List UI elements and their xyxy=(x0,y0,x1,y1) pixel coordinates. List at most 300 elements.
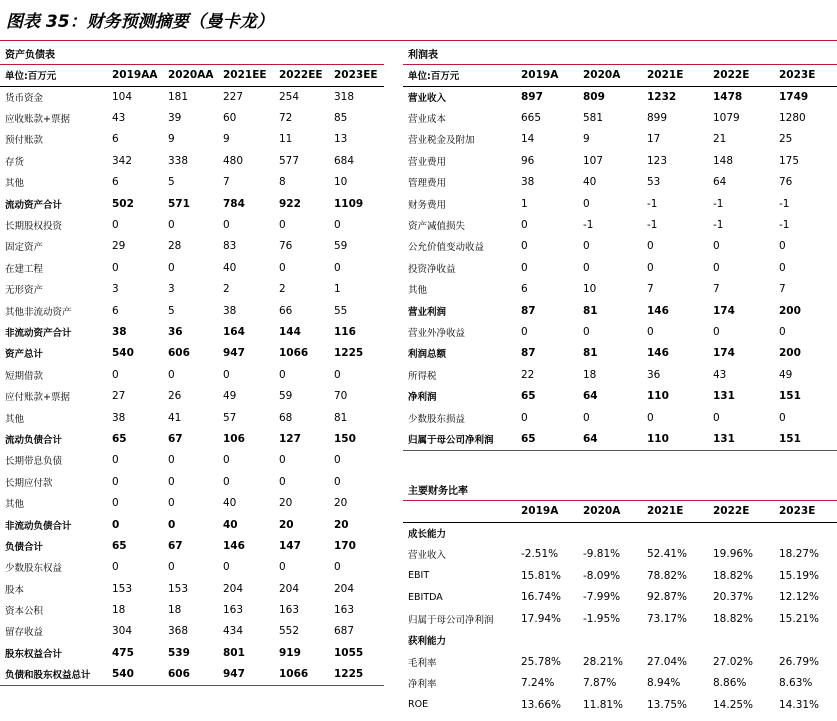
row-value: 2 xyxy=(223,283,230,296)
row-value: 1109 xyxy=(334,197,364,210)
row-value: 6 xyxy=(521,283,528,296)
row-value: 72 xyxy=(279,112,293,125)
table-row xyxy=(0,150,384,171)
row-value: 67 xyxy=(168,432,183,445)
row-value xyxy=(779,522,837,544)
row-label: 其他 xyxy=(5,413,25,425)
row-value: 81 xyxy=(334,411,348,424)
row-value xyxy=(583,522,647,544)
table-row xyxy=(0,343,384,364)
row-value: 27.02% xyxy=(713,655,754,668)
row-value: 13 xyxy=(334,133,348,146)
row-value: 684 xyxy=(334,154,355,167)
row-value: 40 xyxy=(223,497,237,510)
balance-sheet-title: 资产负债表 xyxy=(5,50,55,61)
row-value: 163 xyxy=(223,604,244,617)
row-value: 104 xyxy=(112,90,133,103)
row-value: 60 xyxy=(223,112,237,125)
income-statement-table xyxy=(403,65,837,450)
row-value: 0 xyxy=(279,368,286,381)
column-header-year: 2021EE xyxy=(223,65,279,86)
row-value: 15.81% xyxy=(521,569,562,582)
row-value xyxy=(583,630,647,652)
row-value: 606 xyxy=(168,347,190,360)
column-header-year: 2019A xyxy=(521,501,583,522)
row-value: 338 xyxy=(168,154,189,167)
row-value: 106 xyxy=(223,432,245,445)
row-value: 25.78% xyxy=(521,655,562,668)
row-label: 应付账款+票据 xyxy=(5,392,70,404)
row-value: 0 xyxy=(713,325,720,338)
financial-ratios-panel xyxy=(403,484,837,716)
row-value: 151 xyxy=(779,390,801,403)
row-label: 流动资产合计 xyxy=(5,199,63,211)
row-value: 200 xyxy=(779,347,801,360)
row-value: 28 xyxy=(168,240,182,253)
row-value: 227 xyxy=(223,90,244,103)
row-value: 174 xyxy=(713,347,735,360)
column-header-year: 2020A xyxy=(583,65,647,86)
row-value: 65 xyxy=(521,432,536,445)
row-value: 0 xyxy=(334,368,341,381)
row-value: 65 xyxy=(521,390,536,403)
row-value: 0 xyxy=(779,411,786,424)
row-label: 少数股东权益 xyxy=(5,563,63,575)
row-value: 27 xyxy=(112,390,126,403)
row-value: 5 xyxy=(168,176,175,189)
row-value: 6 xyxy=(112,176,119,189)
row-value: 59 xyxy=(279,390,293,403)
row-value: 18 xyxy=(168,604,182,617)
row-value: 368 xyxy=(168,625,189,638)
column-header-year: 2022E xyxy=(713,65,779,86)
row-value: 40 xyxy=(583,176,597,189)
row-label: 存货 xyxy=(5,156,25,168)
row-value: 475 xyxy=(112,646,134,659)
row-value: 164 xyxy=(223,325,245,338)
table-row xyxy=(403,587,837,609)
row-value: 1478 xyxy=(713,90,743,103)
table-row xyxy=(403,107,837,128)
row-value xyxy=(779,630,837,652)
row-value: 947 xyxy=(223,668,245,681)
row-value: 131 xyxy=(713,432,735,445)
table-row xyxy=(0,172,384,193)
table-row xyxy=(0,664,384,685)
row-value: 19.96% xyxy=(713,548,754,561)
row-value: 0 xyxy=(647,411,654,424)
row-value xyxy=(521,630,583,652)
row-value: 342 xyxy=(112,154,133,167)
row-value: 12.12% xyxy=(779,591,820,604)
row-value: 163 xyxy=(334,604,355,617)
row-label: 负债合计 xyxy=(5,541,44,553)
table-row xyxy=(0,129,384,150)
row-value: 10 xyxy=(334,176,348,189)
row-value: 922 xyxy=(279,197,301,210)
row-value: 76 xyxy=(779,176,793,189)
row-value: -1 xyxy=(647,219,658,232)
row-value: 0 xyxy=(223,454,230,467)
row-value: 127 xyxy=(279,432,301,445)
table-row xyxy=(0,364,384,385)
row-value: 1225 xyxy=(334,347,364,360)
table-row xyxy=(0,514,384,535)
table-row xyxy=(0,279,384,300)
row-label: 营业税金及附加 xyxy=(408,135,475,147)
row-value: 7 xyxy=(647,283,654,296)
row-label: 其他 xyxy=(408,285,428,297)
row-value: 1749 xyxy=(779,90,809,103)
row-value: 0 xyxy=(521,261,528,274)
row-value xyxy=(713,522,779,544)
row-label: ROE xyxy=(408,699,429,711)
row-value: -1 xyxy=(583,219,594,232)
row-label: 资产总计 xyxy=(5,349,44,361)
row-value: 0 xyxy=(112,368,119,381)
row-value: 318 xyxy=(334,90,355,103)
row-value: 0 xyxy=(168,497,175,510)
row-value: 0 xyxy=(168,261,175,274)
row-value: 52.41% xyxy=(647,548,688,561)
row-value: 85 xyxy=(334,112,348,125)
row-value: 0 xyxy=(334,475,341,488)
column-header-year: 2019AA xyxy=(112,65,168,86)
table-row xyxy=(0,450,384,471)
row-label: 负债和股东权益总计 xyxy=(5,670,91,682)
row-label: 留存收益 xyxy=(5,627,44,639)
table-row xyxy=(0,492,384,513)
row-value: 26.79% xyxy=(779,655,820,668)
row-value: 581 xyxy=(583,112,604,125)
table-row xyxy=(0,107,384,128)
row-label: 利润总额 xyxy=(408,349,447,361)
table-row xyxy=(403,236,837,257)
income-statement-header-row xyxy=(403,65,837,86)
row-value: 170 xyxy=(334,539,356,552)
table-row xyxy=(0,86,384,107)
column-header-year: 2021E xyxy=(647,65,713,86)
row-value: 38 xyxy=(521,176,535,189)
row-value: 146 xyxy=(647,347,669,360)
row-value: 9 xyxy=(583,133,590,146)
row-value: 434 xyxy=(223,625,244,638)
row-value: 7.87% xyxy=(583,677,617,690)
row-value: 0 xyxy=(279,261,286,274)
table-row xyxy=(0,599,384,620)
row-value: 0 xyxy=(168,518,176,531)
table-row xyxy=(0,621,384,642)
row-value: 0 xyxy=(334,454,341,467)
row-value: 1280 xyxy=(779,112,806,125)
table-row xyxy=(403,694,837,716)
row-value: 53 xyxy=(647,176,661,189)
row-value: 18 xyxy=(583,368,597,381)
row-value: 0 xyxy=(279,561,286,574)
row-value: 14.31% xyxy=(779,698,820,711)
row-value: 0 xyxy=(583,240,590,253)
column-header-year: 2023EE xyxy=(334,65,384,86)
row-label: 股东权益合计 xyxy=(5,648,63,660)
table-row xyxy=(0,471,384,492)
row-label: 营业利润 xyxy=(408,306,447,318)
table-row xyxy=(0,300,384,321)
row-value: 577 xyxy=(279,154,300,167)
row-label: 管理费用 xyxy=(408,178,447,190)
row-value: 0 xyxy=(112,219,119,232)
row-value: 70 xyxy=(334,390,348,403)
row-value: 59 xyxy=(334,240,348,253)
column-header-year: 2019A xyxy=(521,65,583,86)
row-label: 归属于母公司净利润 xyxy=(408,614,494,626)
table-row xyxy=(403,150,837,171)
row-value: 0 xyxy=(647,261,654,274)
row-value: 919 xyxy=(279,646,301,659)
row-value: 9 xyxy=(223,133,230,146)
row-value: 28.21% xyxy=(583,655,624,668)
row-value: 204 xyxy=(334,582,355,595)
row-value: 13.75% xyxy=(647,698,688,711)
row-value: 1 xyxy=(521,197,528,210)
row-value: 0 xyxy=(779,325,786,338)
row-value: 148 xyxy=(713,154,734,167)
row-value: 153 xyxy=(168,582,189,595)
row-label: 非流动资产合计 xyxy=(5,327,72,339)
row-value: -1 xyxy=(779,219,790,232)
row-value: 8.86% xyxy=(713,677,747,690)
row-value: 0 xyxy=(334,219,341,232)
table-row xyxy=(403,407,837,428)
row-value: 0 xyxy=(521,325,528,338)
row-value: 15.19% xyxy=(779,569,820,582)
balance-sheet-bottom-rule xyxy=(0,685,384,686)
row-value: 0 xyxy=(583,325,590,338)
row-value xyxy=(713,630,779,652)
row-value: 163 xyxy=(279,604,300,617)
row-label: 流动负债合计 xyxy=(5,434,63,446)
row-value: 20 xyxy=(334,497,348,510)
row-label: 短期借款 xyxy=(5,370,44,382)
table-row xyxy=(403,651,837,673)
income-statement-bottom-rule xyxy=(403,450,837,451)
row-value: 151 xyxy=(779,432,801,445)
row-value: 0 xyxy=(112,561,119,574)
row-value: 41 xyxy=(168,411,182,424)
row-value: 39 xyxy=(168,112,182,125)
column-header-year: 2021E xyxy=(647,501,713,522)
row-value: 0 xyxy=(713,261,720,274)
row-value: -2.51% xyxy=(521,548,559,561)
row-value: 87 xyxy=(521,304,536,317)
row-value: 14.25% xyxy=(713,698,754,711)
row-value: 65 xyxy=(112,539,127,552)
table-row xyxy=(0,557,384,578)
column-header-blank xyxy=(403,501,521,522)
row-label: 毛利率 xyxy=(408,657,437,669)
row-value: 0 xyxy=(279,219,286,232)
row-value: 1055 xyxy=(334,646,364,659)
row-value: 0 xyxy=(583,261,590,274)
row-value: 6 xyxy=(112,133,119,146)
row-value: 0 xyxy=(713,411,720,424)
row-value: 67 xyxy=(168,539,183,552)
row-value: 0 xyxy=(279,454,286,467)
row-label: 非流动负债合计 xyxy=(5,520,72,532)
row-value: 13.66% xyxy=(521,698,562,711)
row-value: -1 xyxy=(713,197,724,210)
title-divider xyxy=(0,40,837,41)
column-header-year: 2023E xyxy=(779,501,837,522)
row-value: -7.99% xyxy=(583,591,621,604)
column-header-year: 2020A xyxy=(583,501,647,522)
row-value: 20 xyxy=(334,518,349,531)
row-value: 29 xyxy=(112,240,126,253)
row-value: 204 xyxy=(279,582,300,595)
table-row xyxy=(403,172,837,193)
table-row xyxy=(403,129,837,150)
row-value: 43 xyxy=(713,368,727,381)
row-value: 0 xyxy=(279,475,286,488)
table-row xyxy=(0,578,384,599)
row-value: 110 xyxy=(647,432,669,445)
table-row xyxy=(403,300,837,321)
row-value: 38 xyxy=(112,411,126,424)
row-label: 营业外净收益 xyxy=(408,327,466,339)
table-row xyxy=(403,257,837,278)
table-row xyxy=(403,565,837,587)
row-value: 0 xyxy=(168,219,175,232)
row-value: 17.94% xyxy=(521,612,562,625)
table-row xyxy=(0,236,384,257)
row-value: -9.81% xyxy=(583,548,621,561)
row-label: 其他 xyxy=(5,178,25,190)
row-value: 304 xyxy=(112,625,133,638)
row-value: 76 xyxy=(279,240,293,253)
table-row xyxy=(403,364,837,385)
column-header-unit: 单位:百万元 xyxy=(0,65,112,86)
table-row xyxy=(403,321,837,342)
row-value: 539 xyxy=(168,646,190,659)
row-value: 897 xyxy=(521,90,543,103)
row-value: 665 xyxy=(521,112,542,125)
row-value: 0 xyxy=(168,561,175,574)
row-value: 49 xyxy=(779,368,793,381)
row-value: 107 xyxy=(583,154,604,167)
row-label: 财务费用 xyxy=(408,199,447,211)
table-row xyxy=(0,385,384,406)
row-value: 0 xyxy=(223,219,230,232)
row-value: 0 xyxy=(779,240,786,253)
row-value: 147 xyxy=(279,539,301,552)
row-value: 83 xyxy=(223,240,237,253)
column-header-unit: 单位:百万元 xyxy=(403,65,521,86)
row-value: 64 xyxy=(713,176,727,189)
financial-ratios-header-row xyxy=(403,501,837,522)
row-value: 8.94% xyxy=(647,677,681,690)
row-value: 181 xyxy=(168,90,189,103)
row-value: 65 xyxy=(112,432,127,445)
row-value: 25 xyxy=(779,133,793,146)
table-row xyxy=(0,535,384,556)
row-value: 146 xyxy=(223,539,245,552)
row-value: 552 xyxy=(279,625,300,638)
balance-sheet-table xyxy=(0,65,384,685)
row-value: 73.17% xyxy=(647,612,688,625)
row-value xyxy=(647,630,713,652)
column-header-year: 2020AA xyxy=(168,65,223,86)
row-value: 5 xyxy=(168,304,175,317)
row-value: 18 xyxy=(112,604,126,617)
row-value: 1079 xyxy=(713,112,740,125)
row-value: 96 xyxy=(521,154,535,167)
row-label: 营业成本 xyxy=(408,114,447,126)
table-row xyxy=(403,544,837,566)
table-row xyxy=(403,428,837,449)
row-value: 0 xyxy=(223,368,230,381)
row-value: -1 xyxy=(713,219,724,232)
page-title: 图表 35：财务预测摘要（曼卡龙） xyxy=(6,12,274,32)
row-value: 809 xyxy=(583,90,605,103)
row-label: 长期股权投资 xyxy=(5,221,63,233)
row-value: 571 xyxy=(168,197,190,210)
row-value: 0 xyxy=(583,197,590,210)
row-value: 899 xyxy=(647,112,668,125)
row-value: 20.37% xyxy=(713,591,754,604)
row-label: 货币资金 xyxy=(5,92,44,104)
row-value: 66 xyxy=(279,304,293,317)
row-value: 92.87% xyxy=(647,591,688,604)
table-row xyxy=(0,407,384,428)
row-value: 14 xyxy=(521,133,535,146)
financial-ratios-title: 主要财务比率 xyxy=(408,486,468,497)
row-label: 投资净收益 xyxy=(408,263,456,275)
table-row xyxy=(403,608,837,630)
row-value: 0 xyxy=(168,368,175,381)
row-value: 0 xyxy=(223,561,230,574)
table-row xyxy=(403,343,837,364)
table-row xyxy=(403,193,837,214)
row-label: 应收账款+票据 xyxy=(5,114,70,126)
row-value: 78.82% xyxy=(647,569,688,582)
row-value: 0 xyxy=(647,240,654,253)
row-value: 64 xyxy=(583,390,598,403)
row-value: 784 xyxy=(223,197,245,210)
row-value: 7.24% xyxy=(521,677,555,690)
row-label: 预付账款 xyxy=(5,135,44,147)
row-value: 64 xyxy=(583,432,598,445)
row-value: 17 xyxy=(647,133,661,146)
row-label: 所得税 xyxy=(408,370,437,382)
row-value: 540 xyxy=(112,347,134,360)
table-row xyxy=(0,428,384,449)
row-label: 长期带息负债 xyxy=(5,456,63,468)
row-value: 2 xyxy=(279,283,286,296)
row-value: 7 xyxy=(713,283,720,296)
table-row xyxy=(403,214,837,235)
row-value: 1066 xyxy=(279,347,309,360)
row-value: -1.95% xyxy=(583,612,621,625)
column-header-year: 2022E xyxy=(713,501,779,522)
row-value: 20 xyxy=(279,518,294,531)
table-row xyxy=(0,193,384,214)
row-value: 0 xyxy=(647,325,654,338)
row-value: 18.82% xyxy=(713,612,754,625)
table-row xyxy=(403,86,837,107)
row-value: 0 xyxy=(168,454,175,467)
row-value: 0 xyxy=(521,219,528,232)
row-label: 固定资产 xyxy=(5,242,44,254)
row-value: 68 xyxy=(279,411,293,424)
